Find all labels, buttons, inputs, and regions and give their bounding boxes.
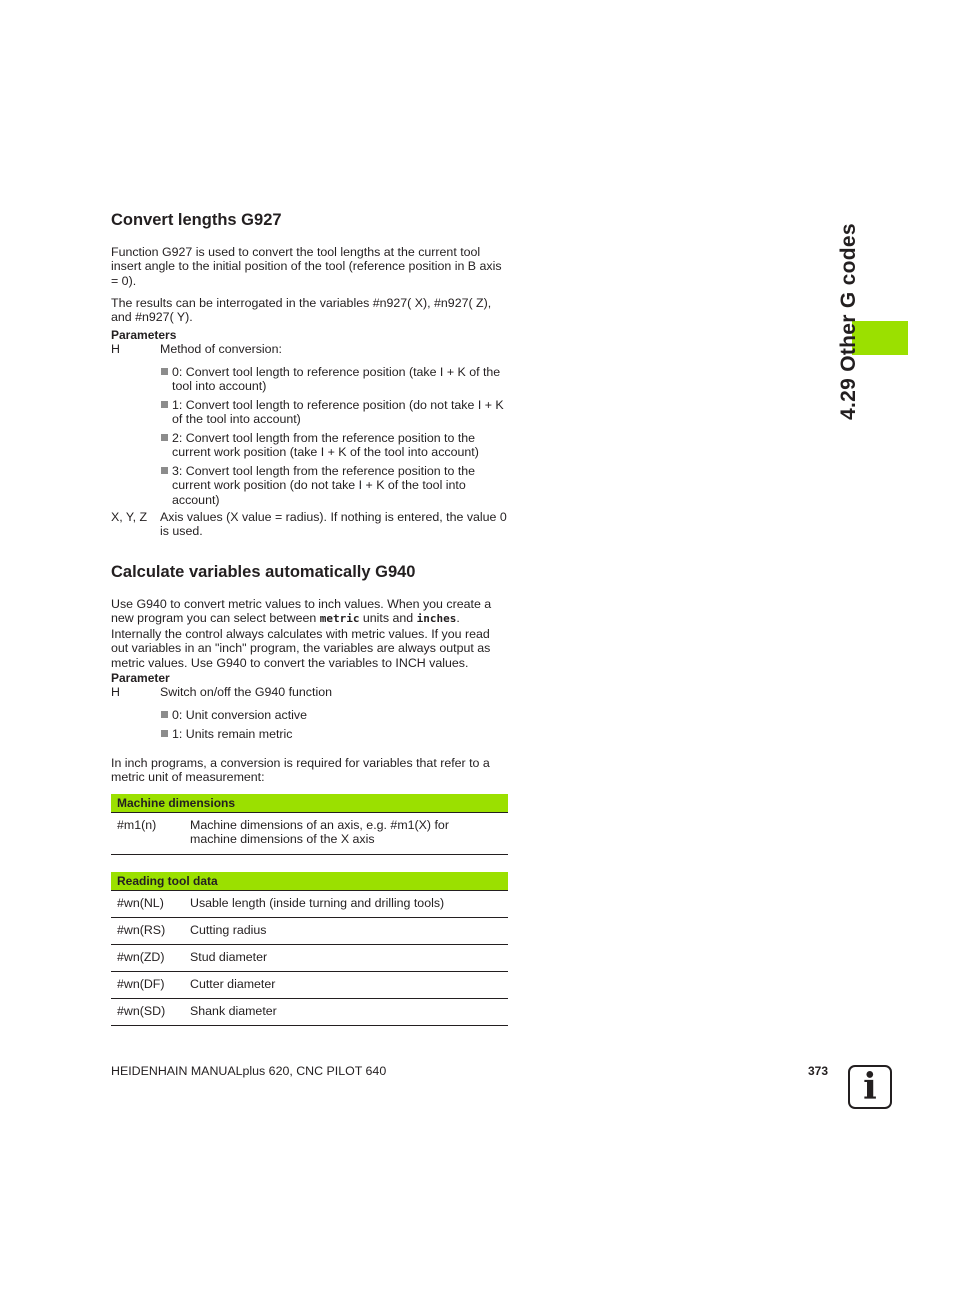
section-heading-g927: Convert lengths G927 — [111, 211, 282, 229]
table-cell-desc: Cutter diameter — [190, 977, 276, 991]
table-cell-desc: Cutting radius — [190, 923, 267, 937]
bullet-square-icon — [161, 401, 168, 408]
paragraph-g927-intro: Function G927 is used to convert the tool lengths at the current tool insert angle to the initial position of the tool (reference position in B axis = 0). — [111, 245, 502, 288]
page-number: 373 — [808, 1064, 829, 1078]
list-item: 0: Convert tool length to reference position (take I + K of the tool into account) — [172, 365, 510, 394]
bullet-square-icon — [161, 730, 168, 737]
table-row — [111, 999, 508, 1026]
param-desc-h: Method of conversion: — [160, 342, 282, 356]
table-cell-code: #wn(RS) — [117, 923, 166, 937]
parameter-label: Parameter — [111, 671, 170, 685]
table-header: Machine dimensions — [111, 794, 508, 813]
table-cell-desc: Machine dimensions of an axis, e.g. #m1(X) for machine dimensions of the X axis — [190, 818, 449, 847]
code-metric: metric — [319, 612, 360, 626]
table-row — [111, 891, 508, 918]
bullet-square-icon — [161, 711, 168, 718]
list-item: 1: Units remain metric — [172, 727, 510, 741]
table-cell-desc: Stud diameter — [190, 950, 268, 964]
table-cell-code: #wn(ZD) — [117, 950, 165, 964]
table-cell-code: #m1(n) — [117, 818, 157, 832]
bullet-square-icon — [161, 467, 168, 474]
param-key-h: H — [111, 342, 120, 356]
table-cell-code: #wn(DF) — [117, 977, 165, 991]
list-item: 0: Unit conversion active — [172, 708, 510, 722]
paragraph-g927-results: The results can be interrogated in the variables #n927( X), #n927( Z), and #n927( Y). — [111, 296, 492, 325]
bullet-square-icon — [161, 434, 168, 441]
info-icon: i — [848, 1065, 892, 1109]
param-key-xyz: X, Y, Z — [111, 510, 148, 524]
table-row — [111, 813, 508, 855]
code-inches: inches — [416, 612, 457, 626]
table-row — [111, 972, 508, 999]
section-heading-g940: Calculate variables automatically G940 — [111, 563, 416, 581]
table-row — [111, 945, 508, 972]
table-cell-desc: Usable length (inside turning and drilling tools) — [190, 896, 445, 910]
table-cell-code: #wn(NL) — [117, 896, 164, 910]
list-item: 2: Convert tool length from the reference position to the current work position (take I + K of the tool into account) — [172, 431, 510, 460]
param-desc-h: Switch on/off the G940 function — [160, 685, 332, 699]
chapter-side-title: 4.29 Other G codes — [837, 223, 860, 420]
paragraph-g940-intro: Use G940 to convert metric values to inch values. When you create a new program you can select between metric units and inches. Internally the control always calculates with metric values. If you read out variables in an "inch" program, the variables are always output as metric values. Use G940 to convert the variables to INCH values. — [111, 597, 492, 670]
table-reading-tool-data — [111, 872, 508, 1026]
parameters-label: Parameters — [111, 328, 177, 342]
table-row — [111, 918, 508, 945]
paragraph-inch-programs: In inch programs, a conversion is required for variables that refer to a metric unit of measurement: — [111, 756, 490, 785]
table-header: Reading tool data — [111, 872, 508, 891]
list-item: 3: Convert tool length from the reference position to the current work position (do not take I + K of the tool into account) — [172, 464, 510, 507]
bullet-square-icon — [161, 368, 168, 375]
table-machine-dimensions — [111, 794, 508, 855]
param-key-h: H — [111, 685, 120, 699]
table-cell-code: #wn(SD) — [117, 1004, 166, 1018]
param-desc-xyz: Axis values (X value = radius). If nothing is entered, the value 0 is used. — [160, 510, 507, 539]
table-cell-desc: Shank diameter — [190, 1004, 277, 1018]
footer-text: HEIDENHAIN MANUALplus 620, CNC PILOT 640 — [111, 1064, 387, 1078]
list-item: 1: Convert tool length to reference position (do not take I + K of the tool into account) — [172, 398, 510, 427]
